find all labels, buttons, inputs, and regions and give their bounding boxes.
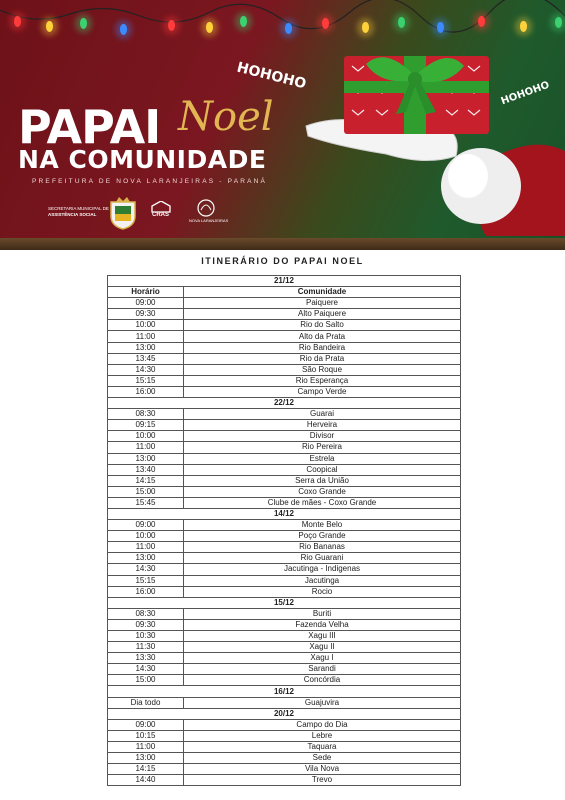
community-cell: Alto Paiquere [184,309,461,320]
header-place: Comunidade [184,287,461,298]
light-bulb-icon [478,16,485,27]
time-cell: 09:00 [108,520,184,531]
table-row [108,464,461,475]
time-cell: 09:00 [108,719,184,730]
table-row [108,664,461,675]
time-cell: 11:30 [108,642,184,653]
community-cell: Xagu II [184,642,461,653]
time-cell: 14:40 [108,775,184,786]
time-cell: 15:00 [108,486,184,497]
prefeitura-subtitle: PREFEITURA DE NOVA LARANJEIRAS - PARANÁ [32,178,268,185]
date-row [108,708,461,719]
table-row [108,553,461,564]
community-cell: Serra da União [184,475,461,486]
table-row [108,775,461,786]
time-cell: 09:15 [108,420,184,431]
table-row [108,675,461,686]
light-bulb-icon [46,21,53,32]
table-row [108,642,461,653]
itinerary-table-body [108,276,461,786]
table-row [108,309,461,320]
table-row [108,409,461,420]
community-cell: Coxo Grande [184,486,461,497]
date-row [108,508,461,519]
table-row [108,364,461,375]
header-row [108,287,461,298]
time-cell: 10:30 [108,631,184,642]
community-cell: Buriti [184,608,461,619]
table-row [108,730,461,741]
date-row [108,597,461,608]
time-cell: 14:30 [108,364,184,375]
time-cell: 13:00 [108,553,184,564]
time-cell: 13:30 [108,653,184,664]
community-cell: Fazenda Velha [184,619,461,630]
light-bulb-icon [120,24,127,35]
time-cell: 09:30 [108,619,184,630]
time-cell: 14:15 [108,764,184,775]
community-cell: Sede [184,753,461,764]
table-row [108,475,461,486]
secretaria-logo [48,206,109,218]
table-row [108,320,461,331]
community-cell: Divisor [184,431,461,442]
table-row [108,497,461,508]
community-cell: Taquara [184,741,461,752]
time-cell: 15:45 [108,497,184,508]
time-cell: Dia todo [108,697,184,708]
hohoho-text-small: HOHOHO [499,79,551,108]
community-cell: Sarandi [184,664,461,675]
table-row [108,631,461,642]
light-bulb-icon [520,21,527,32]
light-bulb-icon [555,17,562,28]
table-row [108,520,461,531]
community-cell: Alto da Prata [184,331,461,342]
title-papai: PAPAI [18,100,161,154]
santa-hand-with-gift-icon [296,36,565,236]
table-row [108,542,461,553]
date-cell: 22/12 [108,398,461,409]
secretaria-line1: SECRETARIA MUNICIPAL DE [48,206,109,211]
table-row [108,375,461,386]
community-cell: Lebre [184,730,461,741]
light-bulb-icon [437,22,444,33]
itinerary-table [107,275,461,786]
light-bulb-icon [285,23,292,34]
coat-of-arms-icon [108,196,138,230]
time-cell: 13:45 [108,353,184,364]
date-cell: 16/12 [108,686,461,697]
date-cell: 15/12 [108,597,461,608]
partner-logos [40,196,240,232]
community-cell: Jacutinga [184,575,461,586]
date-cell: 20/12 [108,708,461,719]
time-cell: 13:40 [108,464,184,475]
time-cell: 09:30 [108,309,184,320]
date-row [108,398,461,409]
community-cell: Rio Esperança [184,375,461,386]
table-row [108,386,461,397]
date-cell: 14/12 [108,508,461,519]
hohoho-text: HOHOHO [235,59,308,93]
time-cell: 11:00 [108,331,184,342]
municipal-emblem-icon [195,198,217,218]
community-cell: Trevo [184,775,461,786]
date-row [108,276,461,287]
light-bulb-icon [14,16,21,27]
community-cell: Campo do Dia [184,719,461,730]
community-cell: Rio da Prata [184,353,461,364]
table-row [108,586,461,597]
table-row [108,564,461,575]
municipio-label: NOVA LARANJEIRAS [189,218,229,223]
light-bulb-icon [398,17,405,28]
cras-label: CRAS [152,212,170,218]
time-cell: 15:15 [108,375,184,386]
municipio-logo [189,198,229,223]
time-cell: 10:00 [108,431,184,442]
table-row [108,619,461,630]
time-cell: 13:00 [108,753,184,764]
christmas-banner [0,0,565,248]
time-cell: 13:00 [108,453,184,464]
time-cell: 14:30 [108,664,184,675]
time-cell: 10:00 [108,531,184,542]
table-row [108,453,461,464]
community-cell: Coopical [184,464,461,475]
table-row [108,420,461,431]
community-cell: Poço Grande [184,531,461,542]
table-row [108,486,461,497]
time-cell: 11:00 [108,542,184,553]
table-row [108,298,461,309]
time-cell: 11:00 [108,741,184,752]
community-cell: Rio Guarani [184,553,461,564]
table-row [108,608,461,619]
table-row [108,719,461,730]
itinerary-title: ITINERÁRIO DO PAPAI NOEL [201,256,364,266]
table-row [108,575,461,586]
time-cell: 16:00 [108,586,184,597]
community-cell: Rio Bandeira [184,342,461,353]
community-cell: Vila Nova [184,764,461,775]
community-cell: Guarai [184,409,461,420]
table-row [108,342,461,353]
community-cell: Clube de mães - Coxo Grande [184,497,461,508]
time-cell: 11:00 [108,442,184,453]
time-cell: 08:30 [108,409,184,420]
light-bulb-icon [322,18,329,29]
light-bulb-icon [362,22,369,33]
time-cell: 14:30 [108,564,184,575]
time-cell: 09:00 [108,298,184,309]
community-cell: Campo Verde [184,386,461,397]
table-row [108,531,461,542]
light-bulb-icon [240,16,247,27]
community-cell: Rio Pereira [184,442,461,453]
light-bulb-icon [168,20,175,31]
table-row [108,764,461,775]
time-cell: 15:15 [108,575,184,586]
community-cell: Concórdia [184,675,461,686]
time-cell: 08:30 [108,608,184,619]
community-cell: Xagu III [184,631,461,642]
table-row [108,653,461,664]
community-cell: Estrela [184,453,461,464]
banner-bottom-border [0,238,565,250]
time-cell: 14:15 [108,475,184,486]
community-cell: Monte Belo [184,520,461,531]
community-cell: Paiquere [184,298,461,309]
light-bulb-icon [80,18,87,29]
table-row [108,753,461,764]
cras-logo [150,200,172,218]
title-na-comunidade: NA COMUNIDADE [18,145,267,174]
community-cell: Xagu I [184,653,461,664]
date-cell: 21/12 [108,276,461,287]
time-cell: 10:15 [108,730,184,741]
table-row [108,697,461,708]
community-cell: Rio Bananas [184,542,461,553]
community-cell: São Roque [184,364,461,375]
time-cell: 10:00 [108,320,184,331]
table-row [108,353,461,364]
community-cell: Herveira [184,420,461,431]
date-row [108,686,461,697]
header-time: Horário [108,287,184,298]
table-row [108,442,461,453]
time-cell: 15:00 [108,675,184,686]
community-cell: Guajuvira [184,697,461,708]
time-cell: 16:00 [108,386,184,397]
community-cell: Rio do Salto [184,320,461,331]
time-cell: 13:00 [108,342,184,353]
community-cell: Jacutinga - Indigenas [184,564,461,575]
secretaria-line2: ASSISTÊNCIA SOCIAL [48,212,97,217]
community-cell: Rocio [184,586,461,597]
title-noel: Noel [178,94,274,140]
table-row [108,431,461,442]
light-bulb-icon [206,22,213,33]
table-row [108,331,461,342]
table-row [108,741,461,752]
